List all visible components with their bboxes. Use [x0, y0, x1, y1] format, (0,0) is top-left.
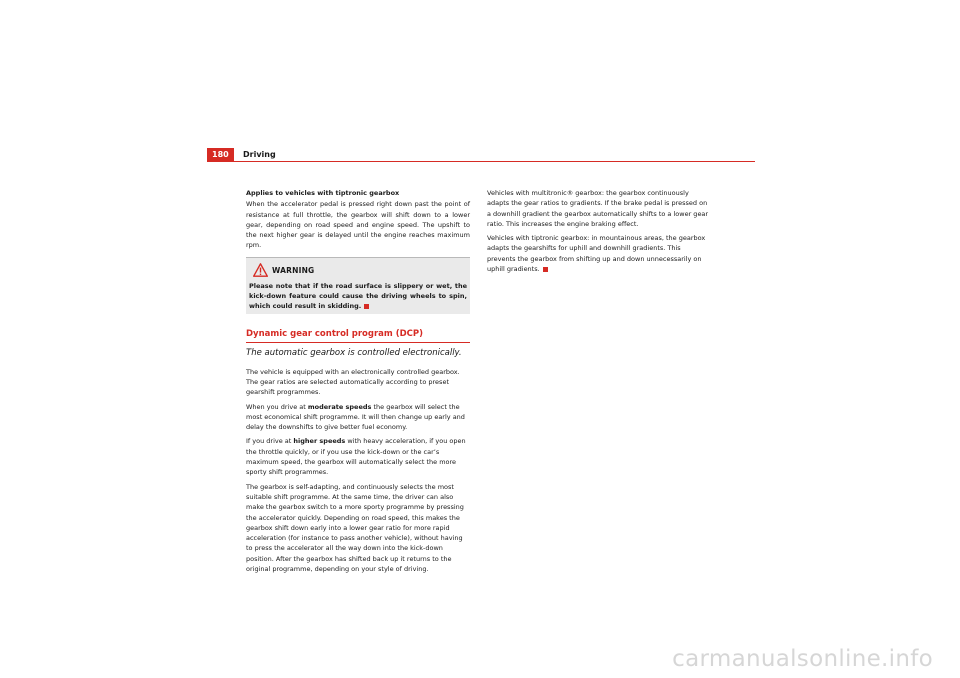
dcp-paragraph-3 [246, 436, 470, 477]
header-divider [207, 161, 755, 162]
dcp-p3-text-a: If you drive at [246, 437, 294, 446]
tiptronic-text: Vehicles with tiptronic gearbox: in mountainous areas, the gearbox adapts the gearshifts for uphill and downhill gradients. This prevents the gearbox from shifting up and down unnecessarily on uphill gradients. [487, 234, 706, 274]
warning-header [249, 261, 467, 281]
end-of-section-mark [543, 267, 548, 272]
applicability-subheading: Applies to vehicles with tiptronic gearbox [246, 189, 400, 197]
warning-text-body: Please note that if the road surface is slippery or wet, the kick-down feature could cause the driving wheels to spin, which could result in skidding. [249, 281, 467, 311]
dcp-paragraph-4: The gearbox is self-adapting, and continuously selects the most suitable shift programme. At the same time, the driver can also make the gearbox switch to a more sporty programme by pressing the accelerator quickly. Depending on road speed, this makes the gearbox shift down early into a lower gear ratio for more rapid acceleration (for instance to pass another vehicle), without having to press the accelerator all the way down into the kick-down position. After the gearbox has shifted back up it returns to the original programme, depending on your style of driving. [246, 482, 464, 574]
section-subtitle: The automatic gearbox is controlled electronically. [246, 347, 462, 358]
left-column [246, 188, 470, 578]
dcp-paragraph-2 [246, 402, 470, 433]
page-number: 180 [212, 150, 229, 159]
dcp-p2-bold: moderate speeds [307, 402, 372, 411]
warning-text [249, 281, 467, 312]
dcp-p2-text-b: the gearbox will select the most economical shift programme. It will then change up early and delay the downshifts to give better fuel economy. [246, 402, 465, 432]
dcp-p3-bold: higher speeds [293, 437, 346, 446]
tiptronic-paragraph [487, 233, 711, 274]
right-column [487, 188, 711, 278]
multitronic-paragraph: Vehicles with multitronic® gearbox: the gearbox continuously adapts the gear ratios to gradients. If the brake pedal is pressed on a downhill gradient the gearbox automatically shifts to a lower gear ratio. This increases the engine braking effect. [487, 189, 709, 228]
kickdown-paragraph: When the accelerator pedal is pressed right down past the point of resistance at full throttle, the gearbox will shift down to a lower gear, depending on road speed and engine speed. The upshift to the next higher gear is delayed until the engine reaches maximum rpm. [246, 200, 470, 250]
dcp-p3-text-b: with heavy acceleration, if you open the throttle quickly, or if you use the kick-down or the car’s maximum speed, the gearbox will automatically select the more sporty shift programmes. [246, 437, 466, 477]
warning-triangle-icon [253, 263, 268, 277]
warning-box [246, 257, 470, 314]
section-title: Dynamic gear control program (DCP) [246, 329, 470, 343]
warning-title: WARNING [272, 265, 315, 275]
end-of-section-mark [364, 304, 369, 309]
chapter-title: Driving [243, 150, 276, 159]
dcp-p2-text-a: When you drive at [246, 402, 308, 411]
watermark: carmanualsonline.info [672, 646, 933, 672]
dcp-paragraph-1: The vehicle is equipped with an electronically controlled gearbox. The gear ratios are selected automatically according to preset gearshift programmes. [246, 367, 460, 397]
